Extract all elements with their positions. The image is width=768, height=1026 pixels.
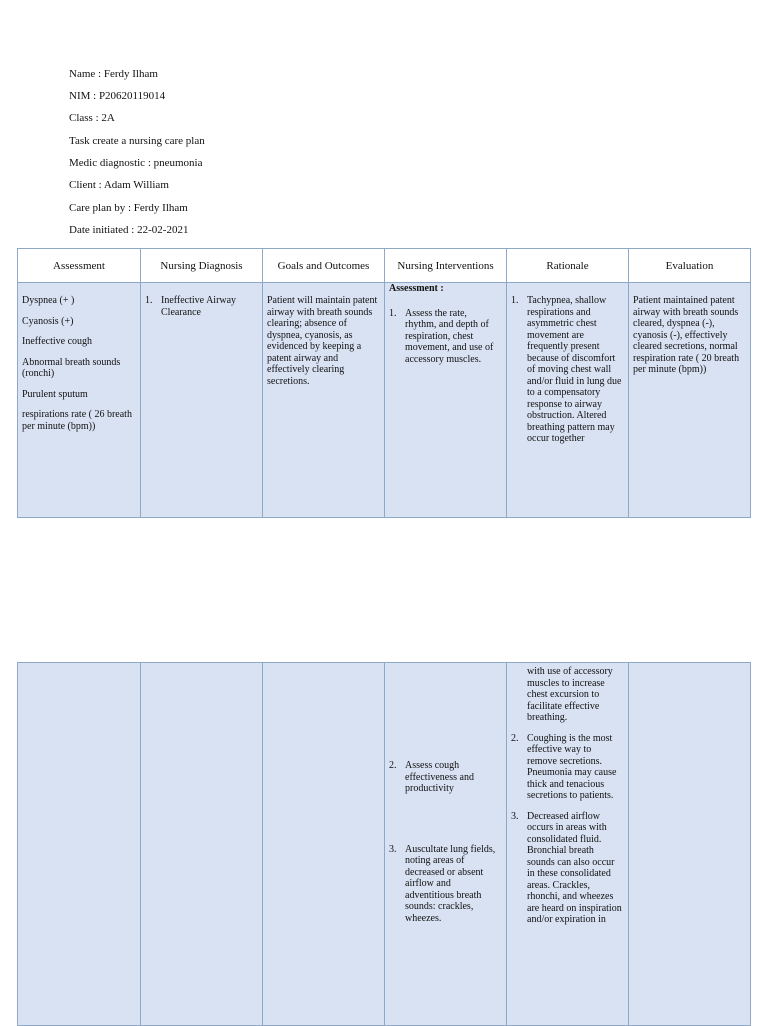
diagnosis-cell bbox=[141, 283, 263, 518]
table-row bbox=[18, 283, 751, 518]
header-evaluation: Evaluation bbox=[629, 249, 751, 283]
care-plan-table-page2 bbox=[17, 662, 751, 1026]
student-nim: NIM : P20620119014 bbox=[69, 90, 166, 102]
intervention-item: 3. Auscultate lung fields, noting areas of decreased or absent airflow and adventitious breath sounds: crackles, wheezes. bbox=[389, 843, 496, 924]
assessment-item: Ineffective cough bbox=[22, 336, 93, 347]
evaluation-cell bbox=[629, 283, 751, 518]
rationale-item: 1. Tachypnea, shallow respirations and asymmetric chest movement are frequently present because of discomfort of moving chest wall and/or fluid in lung due to a compensatory response to airway obstruction. Altered breathing pattern may occur together bbox=[511, 295, 622, 444]
header-nursing-diagnosis: Nursing Diagnosis bbox=[141, 249, 263, 283]
table-header-row bbox=[18, 249, 751, 283]
assessment-item: Purulent sputum bbox=[22, 388, 88, 400]
goals-cell bbox=[263, 663, 385, 1026]
header-goals-outcomes: Goals and Outcomes bbox=[263, 249, 385, 283]
assessment-item: Cyanosis (+) bbox=[22, 315, 74, 327]
care-plan-author: Care plan by : Ferdy Ilham bbox=[69, 202, 188, 214]
student-class: Class : 2A bbox=[69, 112, 115, 124]
diagnosis-cell bbox=[141, 663, 263, 1026]
evaluation-text: Patient maintained patent airway with breath sounds cleared, dyspnea (-), cyanosis (-), effectively cleared secretions, normal respiration rate ( 20 breath per minute (bpm)) bbox=[633, 295, 740, 375]
rationale-item: 2. Coughing is the most effective way to remove secretions. Pneumonia may cause thick and tenacious secretions to patients. bbox=[511, 732, 617, 801]
table-row bbox=[18, 663, 751, 1026]
assessment-item: respirations rate ( 26 breath per minute (bpm)) bbox=[22, 409, 132, 432]
rationale-item: 3. Decreased airflow occurs in areas with consolidated fluid. Bronchial breath sounds can also occur in these consolidated areas. Crackles, rhonchi, and wheezes are heard on inspiration and/or expiration in bbox=[511, 810, 622, 925]
medic-diagnostic: Medic diagnostic : pneumonia bbox=[69, 157, 203, 169]
assessment-item: Abnormal breath sounds (ronchi) bbox=[22, 356, 121, 379]
rationale-cell bbox=[507, 283, 629, 518]
rationale-item: with use of accessory muscles to increase chest excursion to facilitate effective breathing. bbox=[527, 666, 613, 723]
header-rationale: Rationale bbox=[507, 249, 629, 283]
interventions-cell bbox=[385, 663, 507, 1026]
student-name: Name : Ferdy Ilham bbox=[69, 68, 158, 80]
goals-text: Patient will maintain patent airway with breath sounds clearing; absence of dyspnea, cyanosis, as evidenced by keeping a patent airway and effectively clearing secretions. bbox=[267, 295, 378, 387]
rationale-cell bbox=[507, 663, 629, 1026]
client-name: Client : Adam William bbox=[69, 179, 169, 191]
assessment-cell bbox=[18, 663, 141, 1026]
assessment-cell bbox=[18, 283, 141, 518]
header-nursing-interventions: Nursing Interventions bbox=[385, 249, 507, 283]
care-plan-table-page1 bbox=[17, 248, 751, 518]
task-description: Task create a nursing care plan bbox=[69, 135, 205, 147]
intervention-item: 2. Assess cough effectiveness and productivity bbox=[389, 760, 474, 794]
intervention-item: 1. Assess the rate, rhythm, and depth of respiration, chest movement, and use of accessory muscles. bbox=[389, 307, 494, 365]
evaluation-cell bbox=[629, 663, 751, 1026]
header-assessment: Assessment bbox=[18, 249, 141, 283]
interventions-cell bbox=[385, 283, 507, 518]
goals-cell bbox=[263, 283, 385, 518]
interventions-heading: Assessment : bbox=[389, 283, 444, 294]
date-initiated: Date initiated : 22-02-2021 bbox=[69, 224, 189, 236]
assessment-item: Dyspnea (+ ) bbox=[22, 295, 75, 306]
diagnosis-item: 1. Ineffective Airway Clearance bbox=[145, 295, 237, 318]
